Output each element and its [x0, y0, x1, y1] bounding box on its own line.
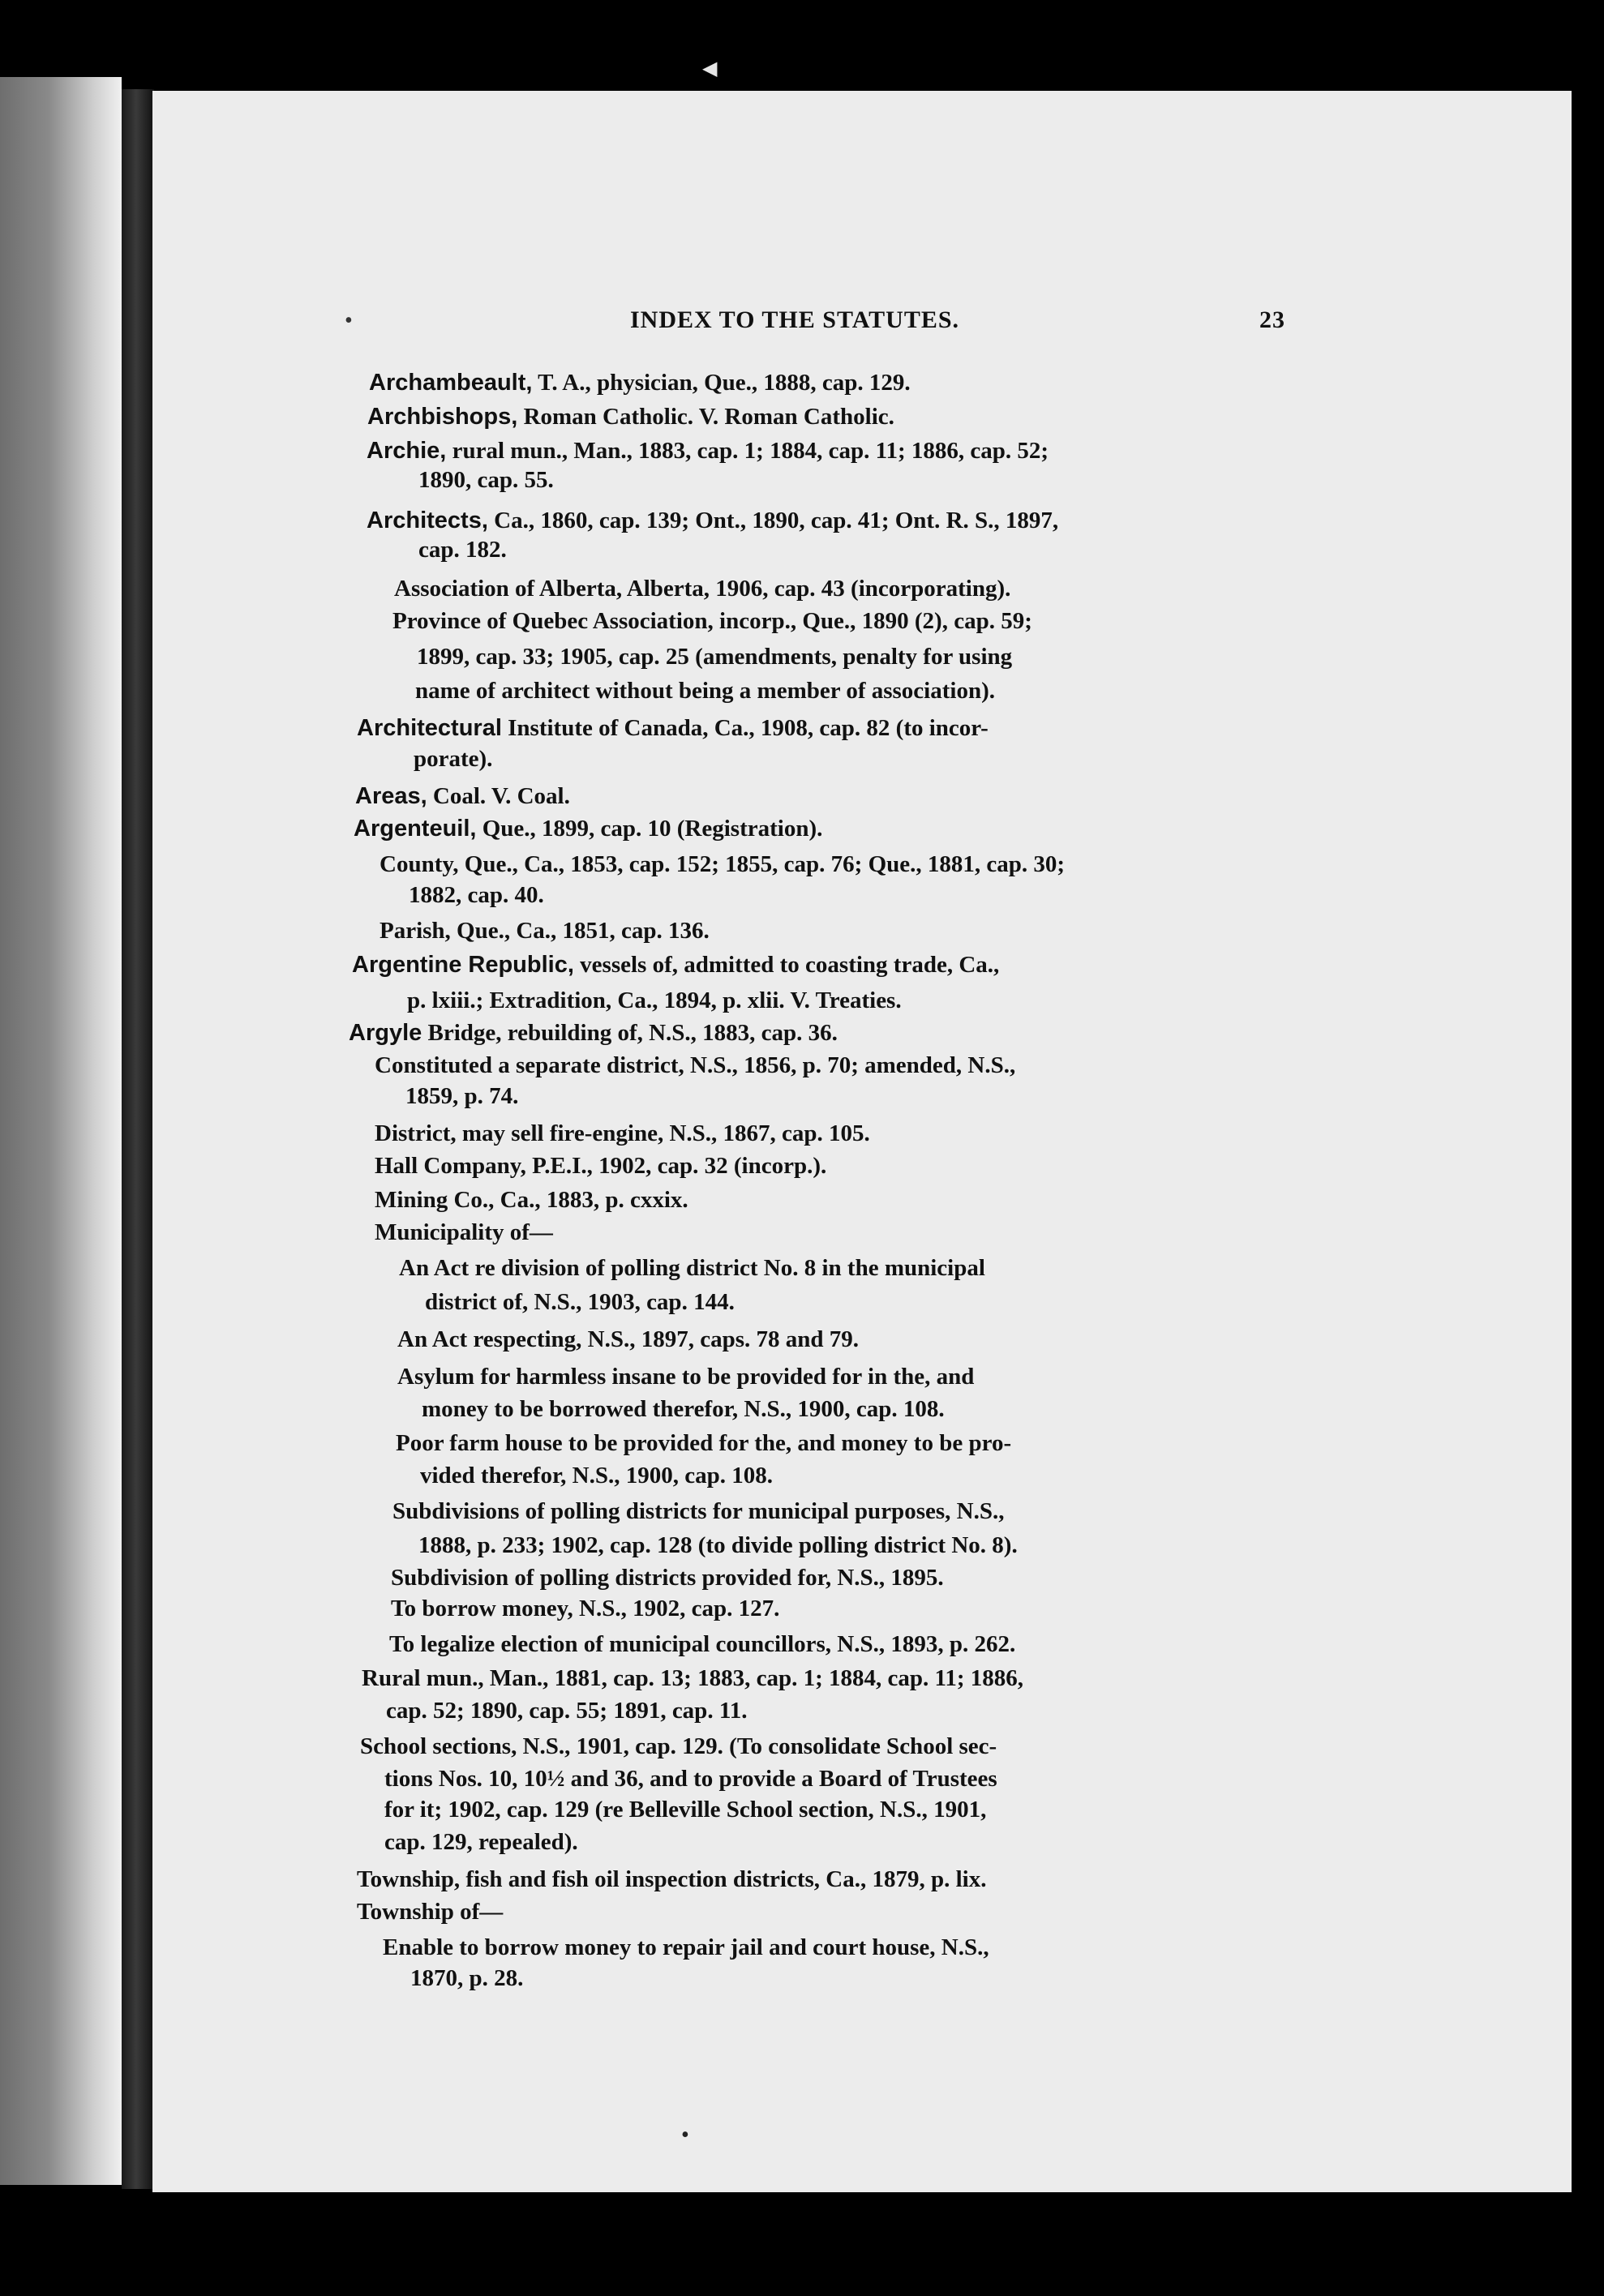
- entry-text: Asylum for harmless insane to be provided for in the, and: [397, 1364, 975, 1390]
- index-line: [391, 1594, 779, 1623]
- entry-text: 1899, cap. 33; 1905, cap. 25 (amendments, penalty for using: [417, 644, 1013, 670]
- index-line: [360, 1732, 997, 1761]
- index-line: [407, 986, 902, 1015]
- entry-text: vessels of, admitted to coasting trade, Ca.,: [573, 952, 1000, 978]
- index-line: [396, 1429, 1011, 1458]
- entry-text: Township of—: [357, 1899, 504, 1925]
- index-line: [397, 1325, 859, 1354]
- entry-text: 1888, p. 233; 1902, cap. 128 (to divide polling district No. 8).: [418, 1532, 1018, 1558]
- entry-heading: Archbishops,: [367, 404, 518, 430]
- entry-heading: Archambeault,: [369, 370, 533, 396]
- index-line: [367, 506, 1058, 535]
- entry-text: Poor farm house to be provided for the, and money to be pro-: [396, 1430, 1012, 1456]
- index-line: [417, 642, 1012, 671]
- index-line: [425, 1287, 735, 1317]
- index-line: [418, 465, 554, 495]
- entry-text: District, may sell fire-engine, N.S., 1867, cap. 105.: [375, 1120, 870, 1146]
- index-line: [380, 916, 710, 945]
- entry-text: Township, fish and fish oil inspection districts, Ca., 1879, p. lix.: [357, 1866, 987, 1892]
- index-line: [397, 1362, 974, 1391]
- index-line: [418, 1531, 1018, 1560]
- index-line: [414, 744, 492, 773]
- index-line: [384, 1795, 986, 1824]
- index-line: [352, 950, 999, 979]
- entry-text: for it; 1902, cap. 129 (re Belleville School section, N.S., 1901,: [384, 1797, 987, 1823]
- index-line: [367, 436, 1049, 465]
- page-number: 23: [1259, 306, 1285, 333]
- entry-text: School sections, N.S., 1901, cap. 129. (To consolidate School sec-: [360, 1733, 997, 1759]
- index-line: [362, 1664, 1023, 1693]
- entry-text: Coal. V. Coal.: [427, 783, 570, 809]
- entry-text: cap. 129, repealed).: [384, 1829, 578, 1855]
- index-line: [422, 1394, 945, 1424]
- entry-text: vided therefor, N.S., 1900, cap. 108.: [420, 1463, 773, 1489]
- entry-text: T. A., physician, Que., 1888, cap. 129.: [532, 370, 911, 396]
- entry-text: cap. 182.: [418, 537, 507, 563]
- entry-text: district of, N.S., 1903, cap. 144.: [425, 1289, 735, 1315]
- entry-heading: Architects,: [367, 508, 488, 533]
- entry-heading: Argentine Republic,: [352, 952, 574, 978]
- index-line: [394, 574, 1010, 603]
- index-line: [375, 1051, 1015, 1080]
- entry-text: An Act respecting, N.S., 1897, caps. 78 and 79.: [397, 1326, 860, 1352]
- entry-text: Province of Quebec Association, incorp., Que., 1890 (2), cap. 59;: [392, 608, 1032, 634]
- index-line: [357, 1897, 503, 1926]
- index-line: [383, 1933, 989, 1962]
- index-line: [367, 402, 894, 431]
- entry-text: Hall Company, P.E.I., 1902, cap. 32 (incorp.).: [375, 1153, 827, 1179]
- entry-text: To legalize election of municipal councillors, N.S., 1893, p. 262.: [389, 1631, 1016, 1657]
- entry-text: Rural mun., Man., 1881, cap. 13; 1883, cap. 1; 1884, cap. 11; 1886,: [362, 1665, 1024, 1691]
- entry-text: Ca., 1860, cap. 139; Ont., 1890, cap. 41; Ont. R. S., 1897,: [487, 508, 1059, 533]
- entry-text: name of architect without being a member of association).: [415, 678, 995, 704]
- index-line: [410, 1964, 523, 1993]
- index-line: [349, 1018, 838, 1047]
- index-line: [384, 1764, 997, 1793]
- entry-heading: Argyle: [349, 1020, 422, 1046]
- entry-text: tions Nos. 10, 10½ and 36, and to provide a Board of Trustees: [384, 1766, 997, 1792]
- entry-text: Subdivisions of polling districts for municipal purposes, N.S.,: [392, 1498, 1005, 1524]
- index-line: [415, 676, 995, 705]
- index-line: [409, 880, 544, 910]
- entry-text: 1890, cap. 55.: [418, 467, 554, 493]
- entry-text: An Act re division of polling district No. 8 in the municipal: [399, 1255, 985, 1281]
- index-line: [369, 368, 911, 397]
- index-line: [357, 713, 989, 743]
- entry-text: porate).: [414, 746, 493, 772]
- entry-text: Subdivision of polling districts provided for, N.S., 1895.: [391, 1565, 944, 1591]
- index-line: [418, 535, 507, 564]
- speck-mark: •: [681, 2123, 689, 2148]
- entry-text: Municipality of—: [375, 1219, 553, 1245]
- entry-text: Association of Alberta, Alberta, 1906, cap. 43 (incorporating).: [394, 576, 1011, 602]
- entry-text: money to be borrowed therefor, N.S., 1900, cap. 108.: [422, 1396, 945, 1422]
- arrow-icon: ◀: [702, 57, 718, 79]
- index-line: [357, 1865, 986, 1894]
- index-line: [375, 1185, 688, 1214]
- index-line: [384, 1827, 578, 1857]
- index-line: [391, 1563, 944, 1592]
- page-title: INDEX TO THE STATUTES.: [630, 306, 960, 333]
- speck-mark: •: [345, 308, 353, 333]
- index-line: [392, 606, 1032, 636]
- entry-text: Institute of Canada, Ca., 1908, cap. 82 (to incor-: [501, 715, 989, 741]
- index-line: [375, 1151, 826, 1180]
- index-line: [380, 850, 1065, 879]
- entry-text: County, Que., Ca., 1853, cap. 152; 1855, cap. 76; Que., 1881, cap. 30;: [380, 851, 1066, 877]
- entry-text: 1859, p. 74.: [405, 1083, 519, 1109]
- entry-text: Mining Co., Ca., 1883, p. cxxix.: [375, 1187, 688, 1213]
- entry-text: Roman Catholic. V. Roman Catholic.: [517, 404, 894, 430]
- entry-text: Bridge, rebuilding of, N.S., 1883, cap. 36.: [422, 1020, 838, 1046]
- entry-heading: Archie,: [367, 438, 447, 464]
- entry-text: rural mun., Man., 1883, cap. 1; 1884, cap. 11; 1886, cap. 52;: [446, 438, 1049, 464]
- index-line: [420, 1461, 773, 1490]
- entry-text: To borrow money, N.S., 1902, cap. 127.: [391, 1596, 780, 1621]
- index-line: [405, 1082, 518, 1111]
- entry-text: p. lxiii.; Extradition, Ca., 1894, p. xlii. V. Treaties.: [407, 987, 902, 1013]
- entry-text: Enable to borrow money to repair jail and court house, N.S.,: [383, 1934, 989, 1960]
- entry-heading: Architectural: [357, 715, 502, 741]
- index-line: [399, 1253, 985, 1283]
- index-line: [354, 814, 822, 843]
- index-line: [375, 1218, 553, 1247]
- index-line: [375, 1119, 870, 1148]
- entry-text: Que., 1899, cap. 10 (Registration).: [476, 816, 823, 842]
- entry-text: Constituted a separate district, N.S., 1856, p. 70; amended, N.S.,: [375, 1052, 1016, 1078]
- entry-heading: Areas,: [355, 783, 427, 809]
- index-line: [355, 782, 570, 811]
- index-line: [389, 1630, 1015, 1659]
- entry-text: Parish, Que., Ca., 1851, cap. 136.: [380, 918, 710, 944]
- index-line: [386, 1696, 747, 1725]
- index-line: [392, 1497, 1004, 1526]
- entry-text: 1882, cap. 40.: [409, 882, 544, 908]
- entry-text: 1870, p. 28.: [410, 1965, 524, 1991]
- entry-text: cap. 52; 1890, cap. 55; 1891, cap. 11.: [386, 1698, 748, 1724]
- entry-heading: Argenteuil,: [354, 816, 477, 842]
